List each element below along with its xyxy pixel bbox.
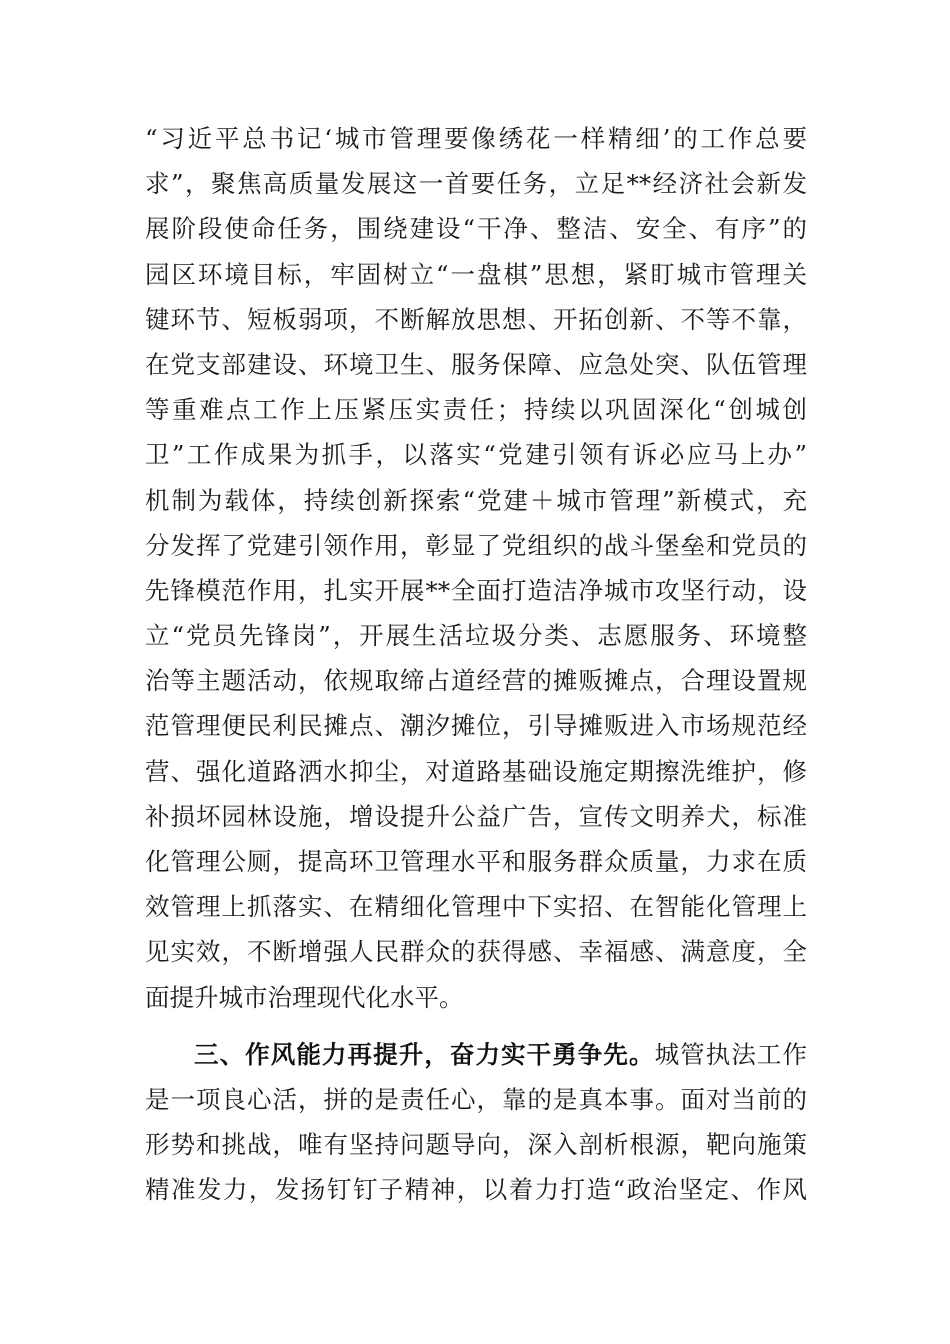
text-line: 在党支部建设、环境卫生、服务保障、应急处突、队伍管理 <box>145 349 807 379</box>
text-line: 园区环境目标，牢固树立“一盘棋”思想，紧盯城市管理关 <box>145 259 807 289</box>
text-line: 分发挥了党建引领作用，彰显了党组织的战斗堡垒和党员的 <box>145 530 807 560</box>
text-line: 补损坏园林设施，增设提升公益广告，宣传文明养犬，标准 <box>145 801 807 831</box>
text-line: 求”，聚焦高质量发展这一首要任务，立足**经济社会新发 <box>145 169 807 199</box>
text-line: 范管理便民利民摊点、潮汐摊位，引导摊贩进入市场规范经 <box>145 711 807 741</box>
text-line: 是一项良心活，拼的是责任心，靠的是真本事。面对当前的 <box>145 1084 807 1114</box>
text-line: 效管理上抓落实、在精细化管理中下实招、在智能化管理上 <box>145 892 807 922</box>
text-line: “习近平总书记‘城市管理要像绣花一样精细’的工作总要 <box>145 124 807 153</box>
paragraph-gap <box>145 1020 807 1032</box>
text-line: 化管理公厕，提高环卫管理水平和服务群众质量，力求在质 <box>145 847 807 876</box>
text-line: 面提升城市治理现代化水平。 <box>145 982 464 1012</box>
text-line: 展阶段使命任务，围绕建设“干净、整洁、安全、有序”的 <box>145 214 807 244</box>
text-line: 立“党员先锋岗”，开展生活垃圾分类、志愿服务、环境整 <box>145 621 807 651</box>
text-line: 等重难点工作上压紧压实责任；持续以巩固深化“创城创 <box>145 395 807 425</box>
text-line: 键环节、短板弱项，不断解放思想、开拓创新、不等不靠， <box>145 304 807 334</box>
section-heading: 三、作风能力再提升，奋力实干勇争先。 <box>194 1039 655 1069</box>
paragraph-1 <box>145 116 807 1020</box>
text-line: 精准发力，发扬钉钉子精神，以着力打造“政治坚定、作风 <box>145 1175 807 1205</box>
text-line: 形势和挑战，唯有坚持问题导向，深入剖析根源，靶向施策 <box>145 1130 807 1160</box>
document-body <box>145 116 807 1213</box>
text-line: 卫”工作成果为抓手，以落实“党建引领有诉必应马上办” <box>145 440 807 470</box>
text-line <box>145 1032 807 1077</box>
paragraph-2 <box>145 1032 807 1213</box>
text-line: 营、强化道路洒水抑尘，对道路基础设施定期擦洗维护，修 <box>145 756 807 786</box>
text-line: 治等主题活动，依规取缔占道经营的摊贩摊点，合理设置规 <box>145 666 807 696</box>
text-line: 先锋模范作用，扎实开展**全面打造洁净城市攻坚行动，设 <box>145 575 807 605</box>
text-run: 城管执法工作 <box>654 1039 808 1069</box>
text-line: 机制为载体，持续创新探索“党建＋城市管理”新模式，充 <box>145 485 807 515</box>
text-line: 见实效，不断增强人民群众的获得感、幸福感、满意度，全 <box>145 937 807 967</box>
